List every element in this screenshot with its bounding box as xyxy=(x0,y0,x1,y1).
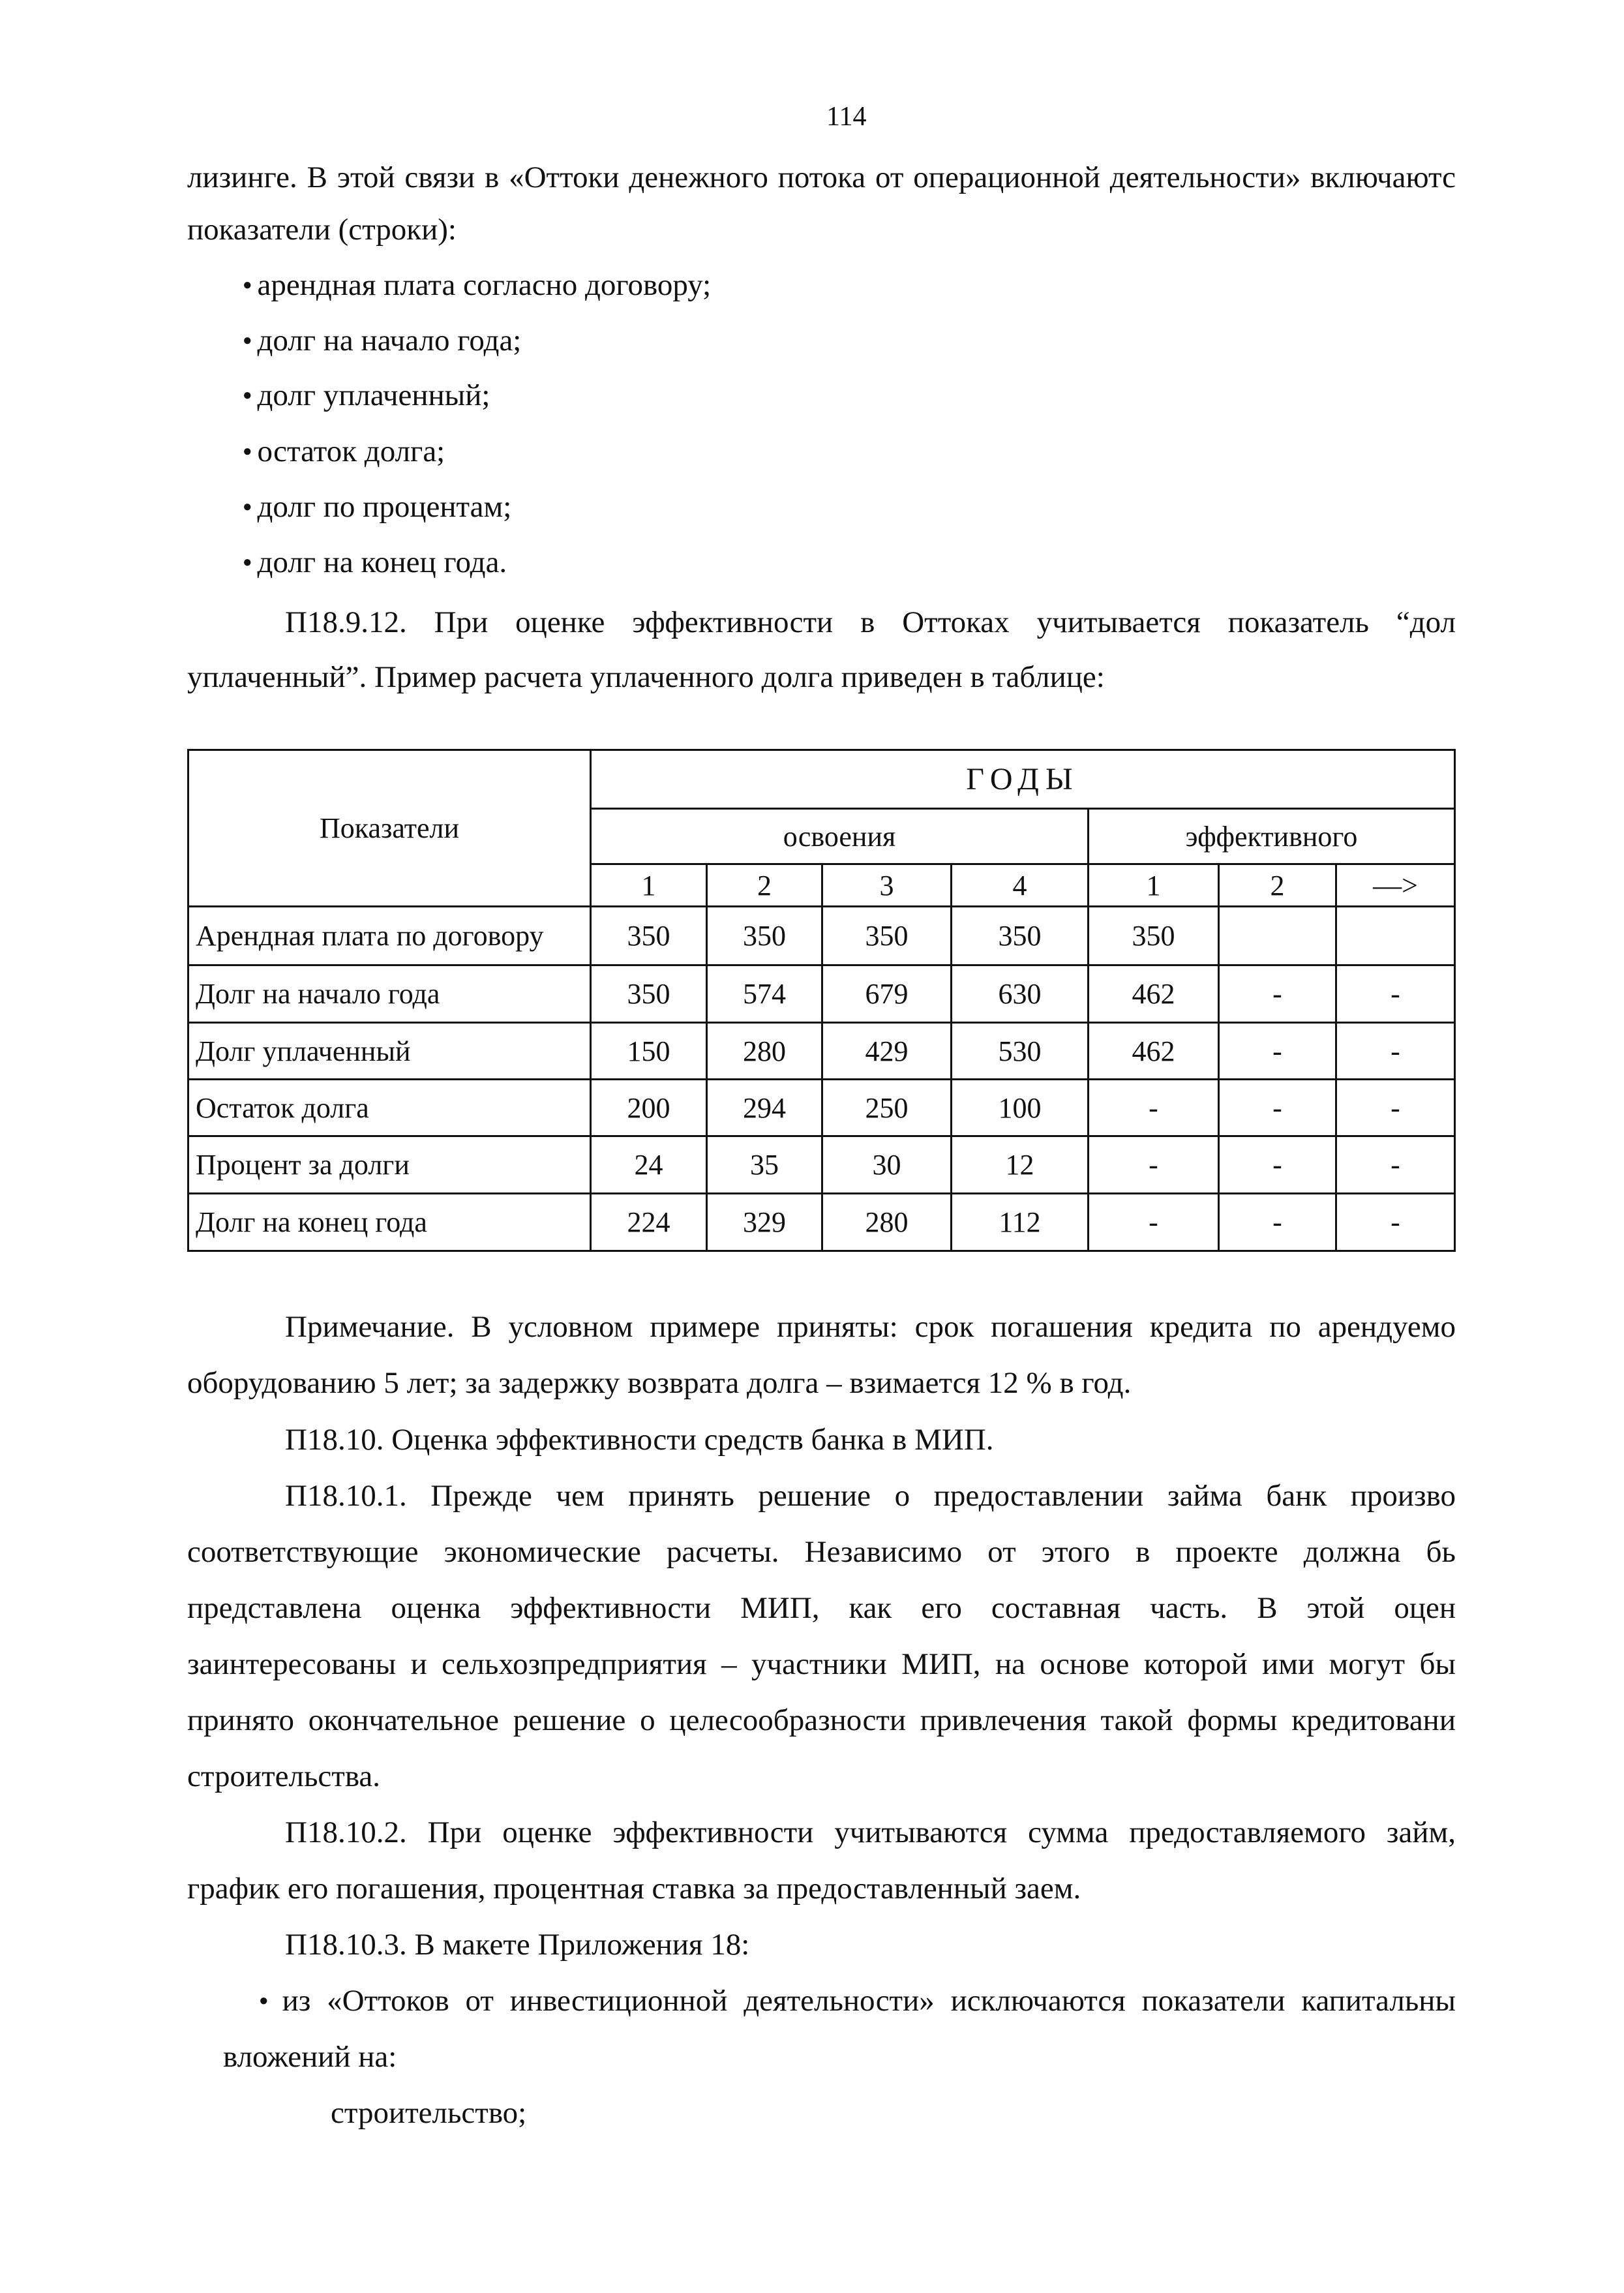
row-label: Процент за долги xyxy=(196,1149,410,1181)
table-cell: 630 xyxy=(998,978,1042,1010)
years-header: ГОДЫ xyxy=(966,762,1079,797)
table-cell: 280 xyxy=(865,1206,909,1238)
table-cell: - xyxy=(1272,1149,1282,1181)
paragraph-line: П18.10.2. При оценке эффективности учитываются сумма предоставляемого займ, xyxy=(285,1815,1456,1849)
year-col-header: 4 xyxy=(1012,869,1027,902)
paragraph-line: П18.9.12. При оценке эффективности в Оттоках учитывается показатель “дол xyxy=(285,605,1456,639)
page-number: 114 xyxy=(826,102,867,132)
table-cell: 280 xyxy=(743,1035,786,1067)
paragraph-line: уплаченный”. Пример расчета уплаченного долга приведен в таблице: xyxy=(187,660,1105,694)
table-cell: - xyxy=(1149,1206,1158,1238)
table-cell: 350 xyxy=(627,978,670,1010)
table-cell: - xyxy=(1272,1206,1282,1238)
table-cell: 294 xyxy=(743,1091,786,1124)
year-col-header: 2 xyxy=(1270,869,1285,902)
year-col-header: —> xyxy=(1373,869,1418,902)
table-cell: 350 xyxy=(1132,920,1175,952)
paragraph-line: принято окончательное решение о целесообразности привлечения такой формы кредитовани xyxy=(187,1703,1456,1737)
table-cell: 574 xyxy=(743,978,786,1010)
bullet-item: ● остаток долга; xyxy=(243,423,445,485)
table-cell: 350 xyxy=(865,920,909,952)
paragraph-line: П18.10.1. Прежде чем принять решение о предоставлении займа банк произво xyxy=(285,1479,1456,1513)
table-cell: - xyxy=(1149,1091,1158,1124)
note-line: Примечание. В условном примере приняты: срок погашения кредита по арендуемо xyxy=(285,1310,1456,1344)
table-cell: 462 xyxy=(1132,1035,1175,1067)
year-col-header: 1 xyxy=(641,869,656,902)
row-label: Остаток долга xyxy=(196,1091,369,1124)
group-header-development: освоения xyxy=(783,820,896,853)
indicators-header: Показатели xyxy=(319,812,460,844)
text-line: показатели (строки): xyxy=(187,213,457,247)
paragraph-line: заинтересованы и сельхозпредприятия – участники МИП, на основе которой ими могут бы xyxy=(187,1647,1456,1681)
bullet-item: ● долг на конец года. xyxy=(243,534,507,596)
year-col-header: 2 xyxy=(757,869,772,902)
table-cell: 150 xyxy=(627,1035,670,1067)
table-cell: 35 xyxy=(750,1149,779,1181)
text-line: лизинге. В этой связи в «Оттоки денежного потока от операционной деятельности» включаютс xyxy=(187,160,1456,194)
debt-table xyxy=(187,749,1456,1252)
table-cell: 200 xyxy=(627,1091,670,1124)
bullet-item: ● из «Оттоков от инвестиционной деятельности» исключаются показатели капитальны xyxy=(259,1972,1456,2035)
table-cell: 12 xyxy=(1005,1149,1034,1181)
year-col-header: 1 xyxy=(1146,869,1161,902)
table-cell xyxy=(1337,907,1454,964)
table-cell: - xyxy=(1272,978,1282,1010)
table-cell: - xyxy=(1391,1206,1400,1238)
paragraph-line: представлена оценка эффективности МИП, как его составная часть. В этой оцен xyxy=(187,1591,1456,1625)
bullet-item: ● долг на начало года; xyxy=(243,312,521,374)
bullet-item: ● долг уплаченный; xyxy=(243,367,490,429)
row-label: Арендная плата по договору xyxy=(196,920,544,952)
table-cell: - xyxy=(1272,1035,1282,1067)
table-cell: 250 xyxy=(865,1091,909,1124)
table-cell: - xyxy=(1149,1149,1158,1181)
text-line: строительство; xyxy=(331,2096,527,2130)
table-cell: 329 xyxy=(743,1206,786,1238)
table-cell: 679 xyxy=(865,978,909,1010)
table-cell: 350 xyxy=(743,920,786,952)
note-line: оборудованию 5 лет; за задержку возврата долга – взимается 12 % в год. xyxy=(187,1366,1132,1400)
table-cell: 429 xyxy=(865,1035,909,1067)
table-cell: 350 xyxy=(627,920,670,952)
group-header-effective: эффективного xyxy=(1185,820,1358,853)
bullet-continuation: вложений на: xyxy=(223,2040,397,2074)
table-cell: - xyxy=(1391,1091,1400,1124)
table-cell: - xyxy=(1391,1149,1400,1181)
row-label: Долг уплаченный xyxy=(196,1035,411,1067)
table-cell: 224 xyxy=(627,1206,670,1238)
table-cell: - xyxy=(1391,978,1400,1010)
table-cell: 30 xyxy=(872,1149,901,1181)
table-cell: 530 xyxy=(998,1035,1042,1067)
table-cell: 112 xyxy=(999,1206,1041,1238)
table-cell: 24 xyxy=(634,1149,663,1181)
year-col-header: 3 xyxy=(879,869,894,902)
table-cell: 350 xyxy=(998,920,1042,952)
table-cell: - xyxy=(1391,1035,1400,1067)
paragraph-line: соответствующие экономические расчеты. Независимо от этого в проекте должна бь xyxy=(187,1535,1456,1569)
table-cell xyxy=(1220,907,1335,964)
paragraph-line: строительства. xyxy=(187,1759,380,1793)
row-label: Долг на конец года xyxy=(196,1206,427,1238)
table-cell: 462 xyxy=(1132,978,1175,1010)
paragraph-line: график его погашения, процентная ставка за предоставленный заем. xyxy=(187,1872,1081,1906)
bullet-item: ● долг по процентам; xyxy=(243,478,511,541)
bullet-item: ● арендная плата согласно договору; xyxy=(243,256,711,319)
section-heading: П18.10. Оценка эффективности средств банка в МИП. xyxy=(285,1423,994,1457)
table-cell: 100 xyxy=(998,1091,1042,1124)
row-label: Долг на начало года xyxy=(196,978,440,1010)
paragraph-line: П18.10.3. В макете Приложения 18: xyxy=(285,1928,750,1962)
table-cell: - xyxy=(1272,1091,1282,1124)
